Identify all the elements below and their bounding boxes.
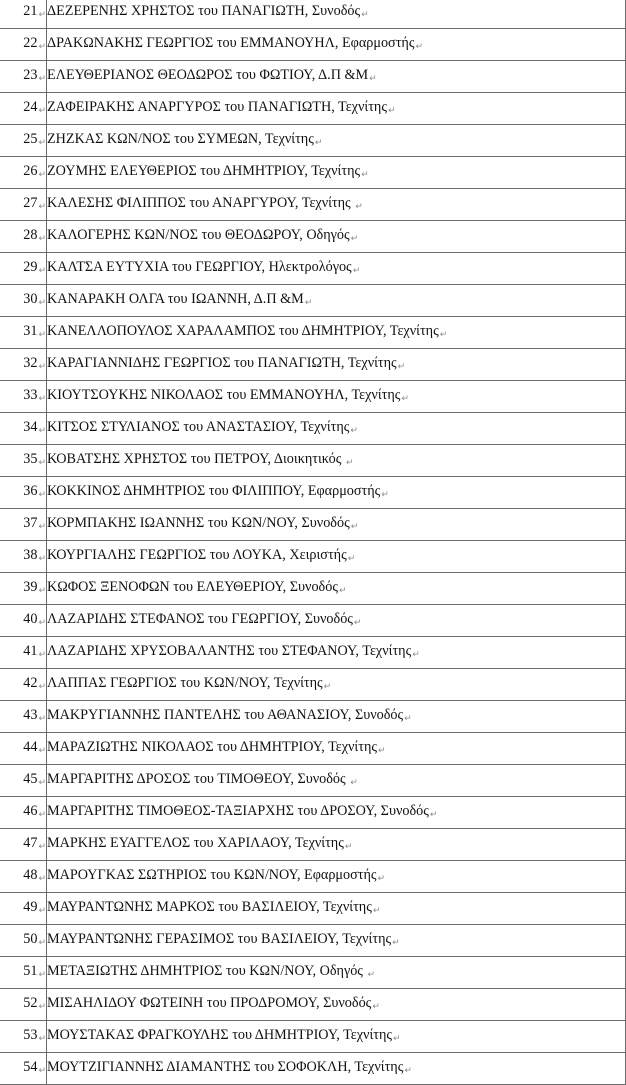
row-number-cell: [0, 765, 47, 797]
row-number-cell: [0, 349, 47, 381]
paragraph-mark-icon: ↵: [439, 330, 448, 340]
employee-entry-text: ΜΑΡΟΥΓΚΑΣ ΣΩΤΗΡΙΟΣ του ΚΩΝ/ΝΟΥ, Εφαρμοστής: [47, 867, 377, 883]
employee-entry-cell: [47, 61, 626, 93]
row-number-cell: [0, 1021, 47, 1053]
paragraph-mark-icon: ↵: [38, 458, 46, 468]
table-row: [0, 253, 626, 285]
employee-entry-cell: [47, 349, 626, 381]
employee-entry-cell: [47, 797, 626, 829]
employee-entry-text: ΜΑΡΚΗΣ ΕΥΑΓΓΕΛΟΣ του ΧΑΡΙΛΑΟΥ, Τεχνίτης: [47, 835, 344, 851]
paragraph-mark-icon: ↵: [404, 714, 412, 724]
table-row: [0, 157, 626, 189]
row-number-cell: [0, 509, 47, 541]
employee-entry-cell: [47, 637, 626, 669]
row-number-cell: [0, 925, 47, 957]
paragraph-mark-icon: ↵: [38, 650, 46, 660]
employee-entry-cell: [47, 317, 626, 349]
row-number: 30: [23, 291, 38, 307]
row-number-cell: [0, 733, 47, 765]
paragraph-mark-icon: ↵: [38, 1066, 46, 1076]
employee-entry-cell: [47, 573, 626, 605]
paragraph-mark-icon: ↵: [350, 234, 359, 244]
row-number-cell: [0, 829, 47, 861]
row-number-cell: [0, 221, 47, 253]
employee-entry-text: ΚΟΡΜΠΑΚΗΣ ΙΩΑΝΝΗΣ του ΚΩΝ/ΝΟΥ, Συνοδός: [47, 515, 350, 531]
employee-entry-cell: [47, 733, 626, 765]
paragraph-mark-icon: ↵: [38, 170, 46, 180]
employee-entry-text: ΛΑΖΑΡΙΔΗΣ ΧΡΥΣΟΒΑΛΑΝΤΗΣ του ΣΤΕΦΑΝΟΥ, Τεχνίτης: [47, 643, 412, 659]
row-number-cell: [0, 445, 47, 477]
employee-entry-cell: [47, 445, 626, 477]
table-row: [0, 509, 626, 541]
row-number-cell: [0, 989, 47, 1021]
paragraph-mark-icon: ↵: [38, 874, 46, 884]
row-number: 53: [23, 1027, 38, 1043]
row-number: 24: [23, 99, 38, 115]
table-row: [0, 957, 626, 989]
paragraph-mark-icon: ↵: [344, 842, 353, 852]
employee-entry-text: ΜΕΤΑΞΙΩΤΗΣ ΔΗΜΗΤΡΙΟΣ του ΚΩΝ/ΝΟΥ, Οδηγός: [47, 963, 367, 979]
table-row: [0, 733, 626, 765]
employee-entry-text: ΜΟΥΣΤΑΚΑΣ ΦΡΑΓΚΟΥΛΗΣ του ΔΗΜΗΤΡΙΟΥ, Τεχνίτης: [47, 1027, 393, 1043]
table-row: [0, 381, 626, 413]
row-number: 27: [23, 195, 38, 211]
row-number-cell: [0, 125, 47, 157]
row-number: 22: [23, 35, 38, 51]
paragraph-mark-icon: ↵: [381, 490, 389, 500]
paragraph-mark-icon: ↵: [314, 138, 323, 148]
paragraph-mark-icon: ↵: [38, 74, 46, 84]
employee-entry-text: ΚΑΝΕΛΛΟΠΟΥΛΟΣ ΧΑΡΑΛΑΜΠΟΣ του ΔΗΜΗΤΡΙΟΥ, Τεχνίτης: [47, 323, 439, 339]
paragraph-mark-icon: ↵: [38, 1034, 46, 1044]
paragraph-mark-icon: ↵: [38, 298, 46, 308]
paragraph-mark-icon: ↵: [401, 394, 409, 404]
row-number-cell: [0, 701, 47, 733]
employee-entry-text: ΜΑΥΡΑΝΤΩΝΗΣ ΜΑΡΚΟΣ του ΒΑΣΙΛΕΙΟΥ, Τεχνίτης: [47, 899, 372, 915]
employee-entry-cell: [47, 413, 626, 445]
row-number: 50: [23, 931, 38, 947]
row-number: 46: [23, 803, 38, 819]
paragraph-mark-icon: ↵: [38, 202, 46, 212]
employee-entry-cell: [47, 1021, 626, 1053]
paragraph-mark-icon: ↵: [397, 362, 406, 372]
employee-entry-text: ΜΑΡΑΖΙΩΤΗΣ ΝΙΚΟΛΑΟΣ του ΔΗΜΗΤΡΙΟΥ, Τεχνίτης: [47, 739, 377, 755]
paragraph-mark-icon: ↵: [352, 266, 361, 276]
table-row: [0, 925, 626, 957]
row-number: 51: [23, 963, 38, 979]
row-number-cell: [0, 797, 47, 829]
table-row: [0, 445, 626, 477]
table-row: [0, 861, 626, 893]
table-row: [0, 573, 626, 605]
employee-entry-text: ΕΛΕΥΘΕΡΙΑΝΟΣ ΘΕΟΔΩΡΟΣ του ΦΩΤΙΟΥ, Δ.Π &Μ: [47, 67, 369, 83]
table-row: [0, 285, 626, 317]
row-number: 42: [23, 675, 38, 691]
row-number: 44: [23, 739, 38, 755]
employee-entry-cell: [47, 285, 626, 317]
table-row: [0, 29, 626, 61]
paragraph-mark-icon: ↵: [369, 74, 377, 84]
paragraph-mark-icon: ↵: [355, 202, 363, 212]
row-number: 43: [23, 707, 38, 723]
paragraph-mark-icon: ↵: [304, 298, 313, 308]
row-number-cell: [0, 1053, 47, 1085]
paragraph-mark-icon: ↵: [38, 970, 46, 980]
row-number-cell: [0, 477, 47, 509]
table-row: [0, 93, 626, 125]
employee-entry-cell: [47, 253, 626, 285]
row-number: 49: [23, 899, 38, 915]
paragraph-mark-icon: ↵: [350, 522, 359, 532]
row-number-cell: [0, 605, 47, 637]
table-row: [0, 1053, 626, 1085]
employee-entry-text: ΜΑΡΓΑΡΙΤΗΣ ΔΡΟΣΟΣ του ΤΙΜΟΘΕΟΥ, Συνοδός: [47, 771, 350, 787]
paragraph-mark-icon: ↵: [347, 554, 356, 564]
row-number-cell: [0, 381, 47, 413]
employee-entry-cell: [47, 701, 626, 733]
table-row: [0, 317, 626, 349]
employee-entry-cell: [47, 829, 626, 861]
paragraph-mark-icon: ↵: [38, 522, 46, 532]
employee-entry-cell: [47, 925, 626, 957]
paragraph-mark-icon: ↵: [361, 10, 369, 20]
employee-entry-text: ΜΑΡΓΑΡΙΤΗΣ ΤΙΜΟΘΕΟΣ-ΤΑΞΙΑΡΧΗΣ του ΔΡΟΣΟΥ, Συνοδός: [47, 803, 429, 819]
row-number-cell: [0, 957, 47, 989]
employee-entry-cell: [47, 509, 626, 541]
row-number: 36: [23, 483, 38, 499]
row-number: 52: [23, 995, 38, 1011]
table-row: [0, 0, 626, 29]
employee-entry-text: ΚΑΛΟΓΕΡΗΣ ΚΩΝ/ΝΟΣ του ΘΕΟΔΩΡΟΥ, Οδηγός: [47, 227, 350, 243]
row-number: 28: [23, 227, 38, 243]
employee-entry-text: ΔΡΑΚΩΝΑΚΗΣ ΓΕΩΡΓΙΟΣ του ΕΜΜΑΝΟΥΗΛ, Εφαρμοστής: [47, 35, 415, 51]
row-number-cell: [0, 189, 47, 221]
employee-entry-text: ΖΟΥΜΗΣ ΕΛΕΥΘΕΡΙΟΣ του ΔΗΜΗΤΡΙΟΥ, Τεχνίτης: [47, 163, 361, 179]
paragraph-mark-icon: ↵: [38, 234, 46, 244]
paragraph-mark-icon: ↵: [361, 170, 369, 180]
row-number-cell: [0, 285, 47, 317]
row-number: 32: [23, 355, 38, 371]
row-number-cell: [0, 317, 47, 349]
row-number: 41: [23, 643, 38, 659]
table-row: [0, 413, 626, 445]
row-number-cell: [0, 253, 47, 285]
employee-entry-cell: [47, 957, 626, 989]
paragraph-mark-icon: ↵: [38, 938, 46, 948]
table-row: [0, 669, 626, 701]
row-number-cell: [0, 0, 47, 29]
paragraph-mark-icon: ↵: [38, 842, 46, 852]
employee-entry-cell: [47, 125, 626, 157]
employee-entry-text: ΚΑΝΑΡΑΚΗ ΟΛΓΑ του ΙΩΑΝΝΗ, Δ.Π &Μ: [47, 291, 304, 307]
row-number-cell: [0, 669, 47, 701]
table-row: [0, 701, 626, 733]
employee-entry-cell: [47, 765, 626, 797]
employee-entry-text: ΜΑΥΡΑΝΤΩΝΗΣ ΓΕΡΑΣΙΜΟΣ του ΒΑΣΙΛΕΙΟΥ, Τεχνίτης: [47, 931, 392, 947]
row-number: 33: [23, 387, 38, 403]
table-row: [0, 541, 626, 573]
row-number-cell: [0, 637, 47, 669]
employee-entry-text: ΜΟΥΤΖΙΓΙΑΝΝΗΣ ΔΙΑΜΑΝΤΗΣ του ΣΟΦΟΚΛΗ, Τεχνίτης: [47, 1059, 404, 1075]
employee-entry-cell: [47, 1053, 626, 1085]
paragraph-mark-icon: ↵: [323, 682, 332, 692]
paragraph-mark-icon: ↵: [38, 714, 46, 724]
row-number-cell: [0, 893, 47, 925]
paragraph-mark-icon: ↵: [429, 810, 438, 820]
row-number: 34: [23, 419, 38, 435]
employee-entry-text: ΖΗΖΚΑΣ ΚΩΝ/ΝΟΣ του ΣΥΜΕΩΝ, Τεχνίτης: [47, 131, 314, 147]
employee-entry-text: ΚΑΡΑΓΙΑΝΝΙΔΗΣ ΓΕΩΡΓΙΟΣ του ΠΑΝΑΓΙΩΤΗ, Τεχνίτης: [47, 355, 397, 371]
employee-entry-text: ΚΟΚΚΙΝΟΣ ΔΗΜΗΤΡΙΟΣ του ΦΙΛΙΠΠΟΥ, Εφαρμοστής: [47, 483, 381, 499]
table-row: [0, 765, 626, 797]
employee-entry-text: ΚΟΥΡΓΙΑΛΗΣ ΓΕΩΡΓΙΟΣ του ΛΟΥΚΑ, Χειριστής: [47, 547, 347, 563]
table-row: [0, 829, 626, 861]
paragraph-mark-icon: ↵: [345, 458, 354, 468]
employee-entry-cell: [47, 221, 626, 253]
paragraph-mark-icon: ↵: [38, 10, 46, 20]
table-row: [0, 221, 626, 253]
paragraph-mark-icon: ↵: [387, 106, 396, 116]
paragraph-mark-icon: ↵: [415, 42, 423, 52]
employee-entry-cell: [47, 29, 626, 61]
paragraph-mark-icon: ↵: [38, 362, 46, 372]
paragraph-mark-icon: ↵: [38, 554, 46, 564]
employee-entry-text: ΛΑΖΑΡΙΔΗΣ ΣΤΕΦΑΝΟΣ του ΓΕΩΡΓΙΟΥ, Συνοδός: [47, 611, 353, 627]
row-number: 25: [23, 131, 38, 147]
employee-entry-cell: [47, 861, 626, 893]
row-number: 21: [23, 3, 38, 19]
paragraph-mark-icon: ↵: [338, 586, 347, 596]
employee-entry-cell: [47, 669, 626, 701]
employee-entry-cell: [47, 541, 626, 573]
table-row: [0, 61, 626, 93]
paragraph-mark-icon: ↵: [38, 778, 46, 788]
employee-entry-cell: [47, 893, 626, 925]
paragraph-mark-icon: ↵: [393, 1034, 401, 1044]
paragraph-mark-icon: ↵: [377, 874, 386, 884]
employee-entry-text: ΚΙΤΣΟΣ ΣΤΥΛΙΑΝΟΣ του ΑΝΑΣΤΑΣΙΟΥ, Τεχνίτης: [47, 419, 350, 435]
employee-entry-text: ΜΙΣΑΗΛΙΔΟΥ ΦΩΤΕΙΝΗ του ΠΡΟΔΡΟΜΟΥ, Συνοδός: [47, 995, 372, 1011]
paragraph-mark-icon: ↵: [372, 1002, 380, 1012]
paragraph-mark-icon: ↵: [38, 1002, 46, 1012]
paragraph-mark-icon: ↵: [38, 394, 46, 404]
paragraph-mark-icon: ↵: [38, 586, 46, 596]
employee-entry-cell: [47, 93, 626, 125]
row-number: 39: [23, 579, 38, 595]
paragraph-mark-icon: ↵: [38, 810, 46, 820]
row-number: 40: [23, 611, 38, 627]
employee-entry-text: ΚΑΛΤΣΑ ΕΥΤΥΧΙΑ του ΓΕΩΡΓΙΟΥ, Ηλεκτρολόγος: [47, 259, 352, 275]
paragraph-mark-icon: ↵: [38, 490, 46, 500]
employee-entry-cell: [47, 189, 626, 221]
row-number: 31: [23, 323, 38, 339]
paragraph-mark-icon: ↵: [38, 266, 46, 276]
employee-entry-cell: [47, 989, 626, 1021]
row-number: 23: [23, 67, 38, 83]
employee-entry-cell: [47, 0, 626, 29]
row-number-cell: [0, 61, 47, 93]
paragraph-mark-icon: ↵: [350, 778, 358, 788]
row-number: 54: [23, 1059, 38, 1075]
row-number: 26: [23, 163, 38, 179]
table-row: [0, 797, 626, 829]
table-row: [0, 189, 626, 221]
employee-entry-text: ΛΑΠΠΑΣ ΓΕΩΡΓΙΟΣ του ΚΩΝ/ΝΟΥ, Τεχνίτης: [47, 675, 323, 691]
paragraph-mark-icon: ↵: [38, 618, 46, 628]
paragraph-mark-icon: ↵: [38, 682, 46, 692]
paragraph-mark-icon: ↵: [38, 330, 46, 340]
row-number-cell: [0, 573, 47, 605]
table-row: [0, 125, 626, 157]
paragraph-mark-icon: ↵: [350, 426, 358, 436]
paragraph-mark-icon: ↵: [38, 42, 46, 52]
paragraph-mark-icon: ↵: [38, 906, 46, 916]
row-number: 35: [23, 451, 38, 467]
paragraph-mark-icon: ↵: [38, 138, 46, 148]
table-row: [0, 637, 626, 669]
paragraph-mark-icon: ↵: [38, 746, 46, 756]
row-number-cell: [0, 541, 47, 573]
paragraph-mark-icon: ↵: [412, 650, 420, 660]
table-row: [0, 989, 626, 1021]
paragraph-mark-icon: ↵: [38, 426, 46, 436]
employee-entry-text: ΚΩΦΟΣ ΞΕΝΟΦΩΝ του ΕΛΕΥΘΕΡΙΟΥ, Συνοδός: [47, 579, 338, 595]
table-row: [0, 477, 626, 509]
row-number: 47: [23, 835, 38, 851]
employee-entry-cell: [47, 381, 626, 413]
employee-entry-text: ΔΕΖΕΡΕΝΗΣ ΧΡΗΣΤΟΣ του ΠΑΝΑΓΙΩΤΗ, Συνοδός: [47, 3, 361, 19]
employee-entry-cell: [47, 605, 626, 637]
row-number: 45: [23, 771, 38, 787]
employee-entry-text: ΜΑΚΡΥΓΙΑΝΝΗΣ ΠΑΝΤΕΛΗΣ του ΑΘΑΝΑΣΙΟΥ, Συνοδός: [47, 707, 404, 723]
employee-entry-text: ΚΑΛΕΣΗΣ ΦΙΛΙΠΠΟΣ του ΑΝΑΡΓΥΡΟΥ, Τεχνίτης: [47, 195, 355, 211]
table-row: [0, 605, 626, 637]
table-row: [0, 349, 626, 381]
table-row: [0, 1021, 626, 1053]
row-number: 38: [23, 547, 38, 563]
row-number-cell: [0, 29, 47, 61]
employee-entry-cell: [47, 477, 626, 509]
paragraph-mark-icon: ↵: [372, 906, 381, 916]
employee-entry-text: ΚΙΟΥΤΣΟΥΚΗΣ ΝΙΚΟΛΑΟΣ του ΕΜΜΑΝΟΥΗΛ, Τεχνίτης: [47, 387, 401, 403]
paragraph-mark-icon: ↵: [353, 618, 362, 628]
row-number: 29: [23, 259, 38, 275]
paragraph-mark-icon: ↵: [392, 938, 400, 948]
row-number: 48: [23, 867, 38, 883]
employee-entry-text: ΖΑΦΕΙΡΑΚΗΣ ΑΝΑΡΓΥΡΟΣ του ΠΑΝΑΓΙΩΤΗ, Τεχνίτης: [47, 99, 387, 115]
employee-entry-cell: [47, 157, 626, 189]
employee-entry-text: ΚΟΒΑΤΣΗΣ ΧΡΗΣΤΟΣ του ΠΕΤΡΟΥ, Διοικητικός: [47, 451, 345, 467]
row-number-cell: [0, 413, 47, 445]
paragraph-mark-icon: ↵: [377, 746, 386, 756]
row-number-cell: [0, 861, 47, 893]
paragraph-mark-icon: ↵: [38, 106, 46, 116]
row-number-cell: [0, 93, 47, 125]
paragraph-mark-icon: ↵: [404, 1066, 412, 1076]
row-number: 37: [23, 515, 38, 531]
row-number-cell: [0, 157, 47, 189]
paragraph-mark-icon: ↵: [367, 970, 376, 980]
table-row: [0, 893, 626, 925]
